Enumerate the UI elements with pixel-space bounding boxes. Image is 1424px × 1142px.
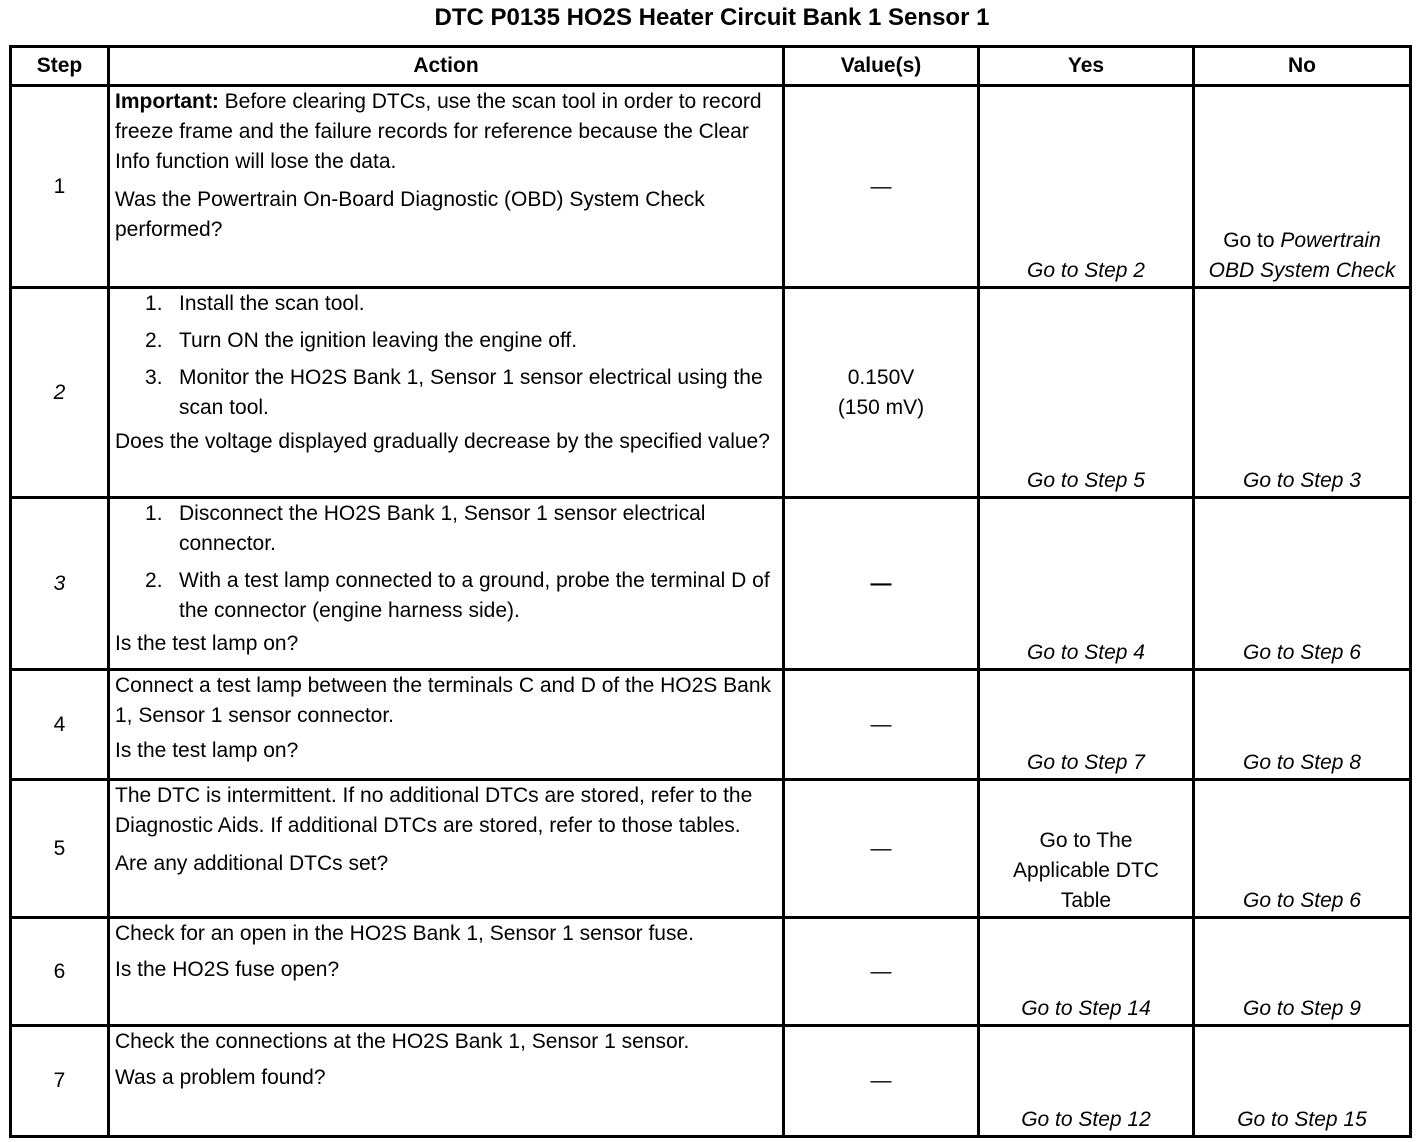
header-step: Step	[11, 47, 109, 86]
value-cell: —	[784, 670, 979, 780]
action-cell	[109, 288, 784, 498]
yes-cell: Go to Step 5	[979, 288, 1194, 498]
yes-cell: Go to Step 2	[979, 86, 1194, 288]
step-number: 6	[11, 918, 109, 1026]
table-row	[11, 498, 1411, 670]
value-cell: —	[784, 86, 979, 288]
step-number: 4	[11, 670, 109, 780]
action-step-item: With a test lamp connected to a ground, probe the terminal D of the connector (engine harness side).	[179, 569, 770, 622]
action-question: Was the Powertrain On-Board Diagnostic (OBD) System Check performed?	[115, 188, 705, 241]
step-number: 3	[11, 498, 109, 670]
action-steps	[115, 499, 777, 626]
table-row	[11, 918, 1411, 1026]
action-question: Are any additional DTCs set?	[115, 852, 389, 875]
important-text: Before clearing DTCs, use the scan tool in order to record freeze frame and the failure records for reference because the Clear Info function will lose the data.	[115, 90, 762, 173]
page-title: DTC P0135 HO2S Heater Circuit Bank 1 Sensor 1	[434, 4, 990, 31]
no-cell: Go to Step 6	[1194, 498, 1411, 670]
value-cell: —	[784, 498, 979, 670]
important-label: Important:	[115, 90, 219, 113]
action-step-item: Install the scan tool.	[179, 292, 365, 315]
no-cell: Go to Step 15	[1194, 1026, 1411, 1137]
action-cell	[109, 918, 784, 1026]
action-text: Connect a test lamp between the terminals C and D of the HO2S Bank 1, Sensor 1 sensor connector.	[115, 674, 772, 727]
value-millivolts: (150 mV)	[837, 395, 925, 419]
step-number: 7	[11, 1026, 109, 1137]
diagnostic-table	[9, 45, 1412, 1138]
action-question: Does the voltage displayed gradually decrease by the specified value?	[115, 430, 770, 453]
action-text: The DTC is intermittent. If no additional DTCs are stored, refer to the Diagnostic Aids. If additional DTCs are stored, refer to those tables.	[115, 784, 753, 837]
value-cell: —	[784, 1026, 979, 1137]
yes-cell: Go to Step 14	[979, 918, 1194, 1026]
no-cell: Go to Step 6	[1194, 780, 1411, 918]
table-row	[11, 1026, 1411, 1137]
important-note	[115, 87, 777, 177]
action-cell	[109, 498, 784, 670]
action-question: Is the test lamp on?	[115, 739, 299, 762]
no-cell: Go to Step 9	[1194, 918, 1411, 1026]
action-cell	[109, 670, 784, 780]
value-voltage: 0.150V	[847, 365, 915, 389]
action-cell	[109, 1026, 784, 1137]
step-number: 2	[11, 288, 109, 498]
action-question: Was a problem found?	[115, 1066, 326, 1089]
header-yes: Yes	[979, 47, 1194, 86]
no-link: Powertrain OBD System Check	[1208, 229, 1396, 282]
value-cell: —	[784, 780, 979, 918]
action-step-item: Disconnect the HO2S Bank 1, Sensor 1 sensor electrical connector.	[179, 502, 706, 555]
action-text: Check the connections at the HO2S Bank 1, Sensor 1 sensor.	[115, 1030, 690, 1053]
yes-cell: Go to Step 7	[979, 670, 1194, 780]
value-cell	[784, 288, 979, 498]
no-cell: Go to Step 8	[1194, 670, 1411, 780]
header-no: No	[1194, 47, 1411, 86]
action-cell	[109, 86, 784, 288]
table-row	[11, 86, 1411, 288]
action-question: Is the HO2S fuse open?	[115, 958, 340, 981]
value-cell: —	[784, 918, 979, 1026]
action-text: Check for an open in the HO2S Bank 1, Sensor 1 sensor fuse.	[115, 922, 694, 945]
no-cell	[1194, 86, 1411, 288]
yes-cell: Go to Step 4	[979, 498, 1194, 670]
action-step-item: Turn ON the ignition leaving the engine off.	[179, 329, 578, 352]
action-step-item: Monitor the HO2S Bank 1, Sensor 1 sensor electrical using the scan tool.	[179, 366, 763, 419]
yes-cell	[979, 780, 1194, 918]
action-cell	[109, 780, 784, 918]
header-row	[11, 47, 1411, 86]
table-row	[11, 288, 1411, 498]
no-prefix: Go to	[1223, 229, 1281, 252]
table-row	[11, 780, 1411, 918]
table-row	[11, 670, 1411, 780]
yes-cell: Go to Step 12	[979, 1026, 1194, 1137]
step-number: 5	[11, 780, 109, 918]
header-values: Value(s)	[784, 47, 979, 86]
step-number: 1	[11, 86, 109, 288]
header-action: Action	[109, 47, 784, 86]
action-question: Is the test lamp on?	[115, 632, 299, 655]
yes-link: Go to The Applicable DTC Table	[1013, 829, 1159, 912]
no-cell: Go to Step 3	[1194, 288, 1411, 498]
action-steps	[115, 289, 777, 423]
